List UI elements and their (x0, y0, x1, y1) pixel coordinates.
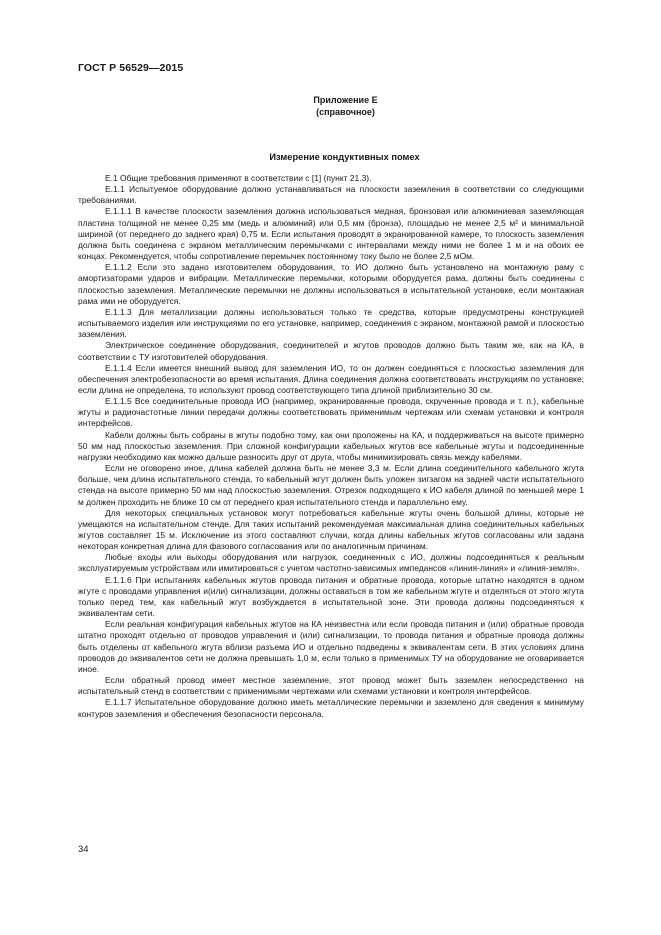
paragraph: Если обратный провод имеет местное заземление, этот провод может быть заземлен непосредственно на испытательный стенд в соответствии с применимыми чертежами или схемами установки и контроля интерфейсов. (78, 675, 584, 697)
paragraph: Е.1.1.1 В качестве плоскости заземления должна использоваться медная, бронзовая или алюминиевая заземляющая пластина толщиной не менее 0,25 мм (медь и алюминий) или 0,5 мм (бронза), площадью не менее 2,5 м² и минимальной шириной (от переднего до заднего края) 0,75 м. Если испытания проводят в экранированной камере, то плоскость заземления должна быть соединена с экраном металлическим перемычками с интервалами между ними не более 1 м и на обоих ее концах. Рекомендуется, чтобы сопротивление перемычек постоянному току было не более 2,5 мОм. (78, 206, 584, 262)
document-header: ГОСТ Р 56529—2015 (78, 62, 184, 74)
paragraph: Для некоторых специальных установок могут потребоваться кабельные жгуты очень большой длины, которые не умещаются на испытательном стенде. Для таких испытаний рекомендуемая максимальная длина соединительных кабельных жгутов составляет 15 м. Исключение из этого составляют случаи, когда длины кабельных жгутов согласованы или задана некоторая конкретная длина для фазового согласования или по аналогичным причинам. (78, 507, 584, 552)
paragraph: Если реальная конфигурация кабельных жгутов на КА неизвестна или если провода питания и (или) обратные провода штатно проходят отдельно от проводов управления и (или) сигнализации, то провода питания и обратные провода должны быть отделены от кабельного жгута вблизи разъема ИО и отдельно подведены к эквивалентам сети. В этих условиях длина проводов до эквивалентов сети не должна превышать 1,0 м, если только в применимых ТУ на оборудование не оговаривается иное. (78, 619, 584, 674)
section-title-text: Измерение кондуктивных помех (269, 152, 420, 162)
paragraph: Е.1.1.3 Для металлизации должны использоваться только те средства, которые предусмотрены конструкцией испытываемого изделия или инструкциями по его установке, например, соединения с экраном, монтажной рамой и плоскостью заземления. (78, 306, 584, 340)
paragraph: Кабели должны быть собраны в жгуты подобно тому, как они проложены на КА, и поддерживаться на высоте примерно 50 мм над плоскостью заземления. При сложной конфигурации кабельных жгутов все кабельные жгуты и подсоединенные нагрузки необходимо как можно дальше разносить друг от друга, чтобы минимизировать связь между кабелями. (78, 429, 584, 462)
paragraph: Любые входы или выходы оборудования или нагрузок, соединенных с ИО, должны подсоединяться к реальным эксплуатируемым устройствам или имитироваться с учетом частотно-зависимых импедансов «линия-линия» и «линия-земля». (78, 552, 584, 574)
page-number: 34 (78, 844, 89, 855)
appendix-heading (0, 94, 661, 118)
section-title (0, 152, 661, 162)
paragraph: Е.1.1.6 При испытаниях кабельных жгутов провода питания и обратные провода, которые штатно находятся в одном жгуте с проводами управления и(или) сигнализации, должны оставаться в том же кабельном жгуте и отделяться от этого жгута только перед тем, как кабельный жгут возбуждается в испытательной зоне. Эти провода должны подсоединяться к эквивалентам сети. (78, 574, 584, 619)
appendix-note: (справочное) (316, 107, 375, 117)
paragraph: Е.1.1 Испытуемое оборудование должно устанавливаться на плоскости заземления в соответствии со следующими требованиями. (78, 184, 584, 206)
paragraph: Е.1.1.2 Если это задано изготовителем оборудования, то ИО должно быть установлено на монтажную раму с амортизаторами ударов и вибрации. Металлические перемычки, которыми оборудуется рама, должны быть соединены с плоскостью заземления. Металлические перемычки не должны использоваться в испытательной установке, если монтажная рама ими не оборудуется. (78, 262, 584, 306)
appendix-label: Приложение Е (313, 95, 378, 105)
paragraph: Е.1.1.5 Все соединительные провода ИО (например, экранированные провода, скрученные провода и т. п.), кабельные жгуты и радиочастотные линии передачи должны соответствовать применимым чертежам или схемам установки и контроля интерфейсов. (78, 396, 584, 429)
paragraph: Е.1.1.7 Испытательное оборудование должно иметь металлические перемычки и заземлено для сведения к минимуму контуров заземления и обеспечения безопасности персонала. (78, 697, 584, 719)
document-body (78, 173, 584, 720)
paragraph: Е.1 Общие требования применяют в соответствии с [1] (пункт 21.3). (105, 173, 372, 183)
paragraph: Электрическое соединение оборудования, соединителей и жгутов проводов должно быть таким же, как на КА, в соответствии с ТУ изготовителей оборудования. (78, 340, 584, 362)
paragraph: Е.1.1.4 Если имеется внешний вывод для заземления ИО, то он должен соединяться с плоскостью заземления для обеспечения электробезопасности во время испытания. Длина соединения должна соответствовать инструкциям по установке; если длина не определена, то используют провод соответствующего типа длиной приблизительно 30 см. (78, 362, 584, 395)
paragraph: Если не оговорено иное, длина кабелей должна быть не менее 3,3 м. Если длина соединительного кабельного жгута больше, чем длина испытательного стенда, то кабельный жгут должен быть уложен зигзагом на задней части испытательного стенда на высоте примерно 50 мм над плоскостью заземления. Отрезок подходящего к ИО кабеля длиной по меньшей мере 1 м должен проходить не ближе 10 см от переднего края испытательного стенда и параллельно ему. (78, 463, 584, 507)
